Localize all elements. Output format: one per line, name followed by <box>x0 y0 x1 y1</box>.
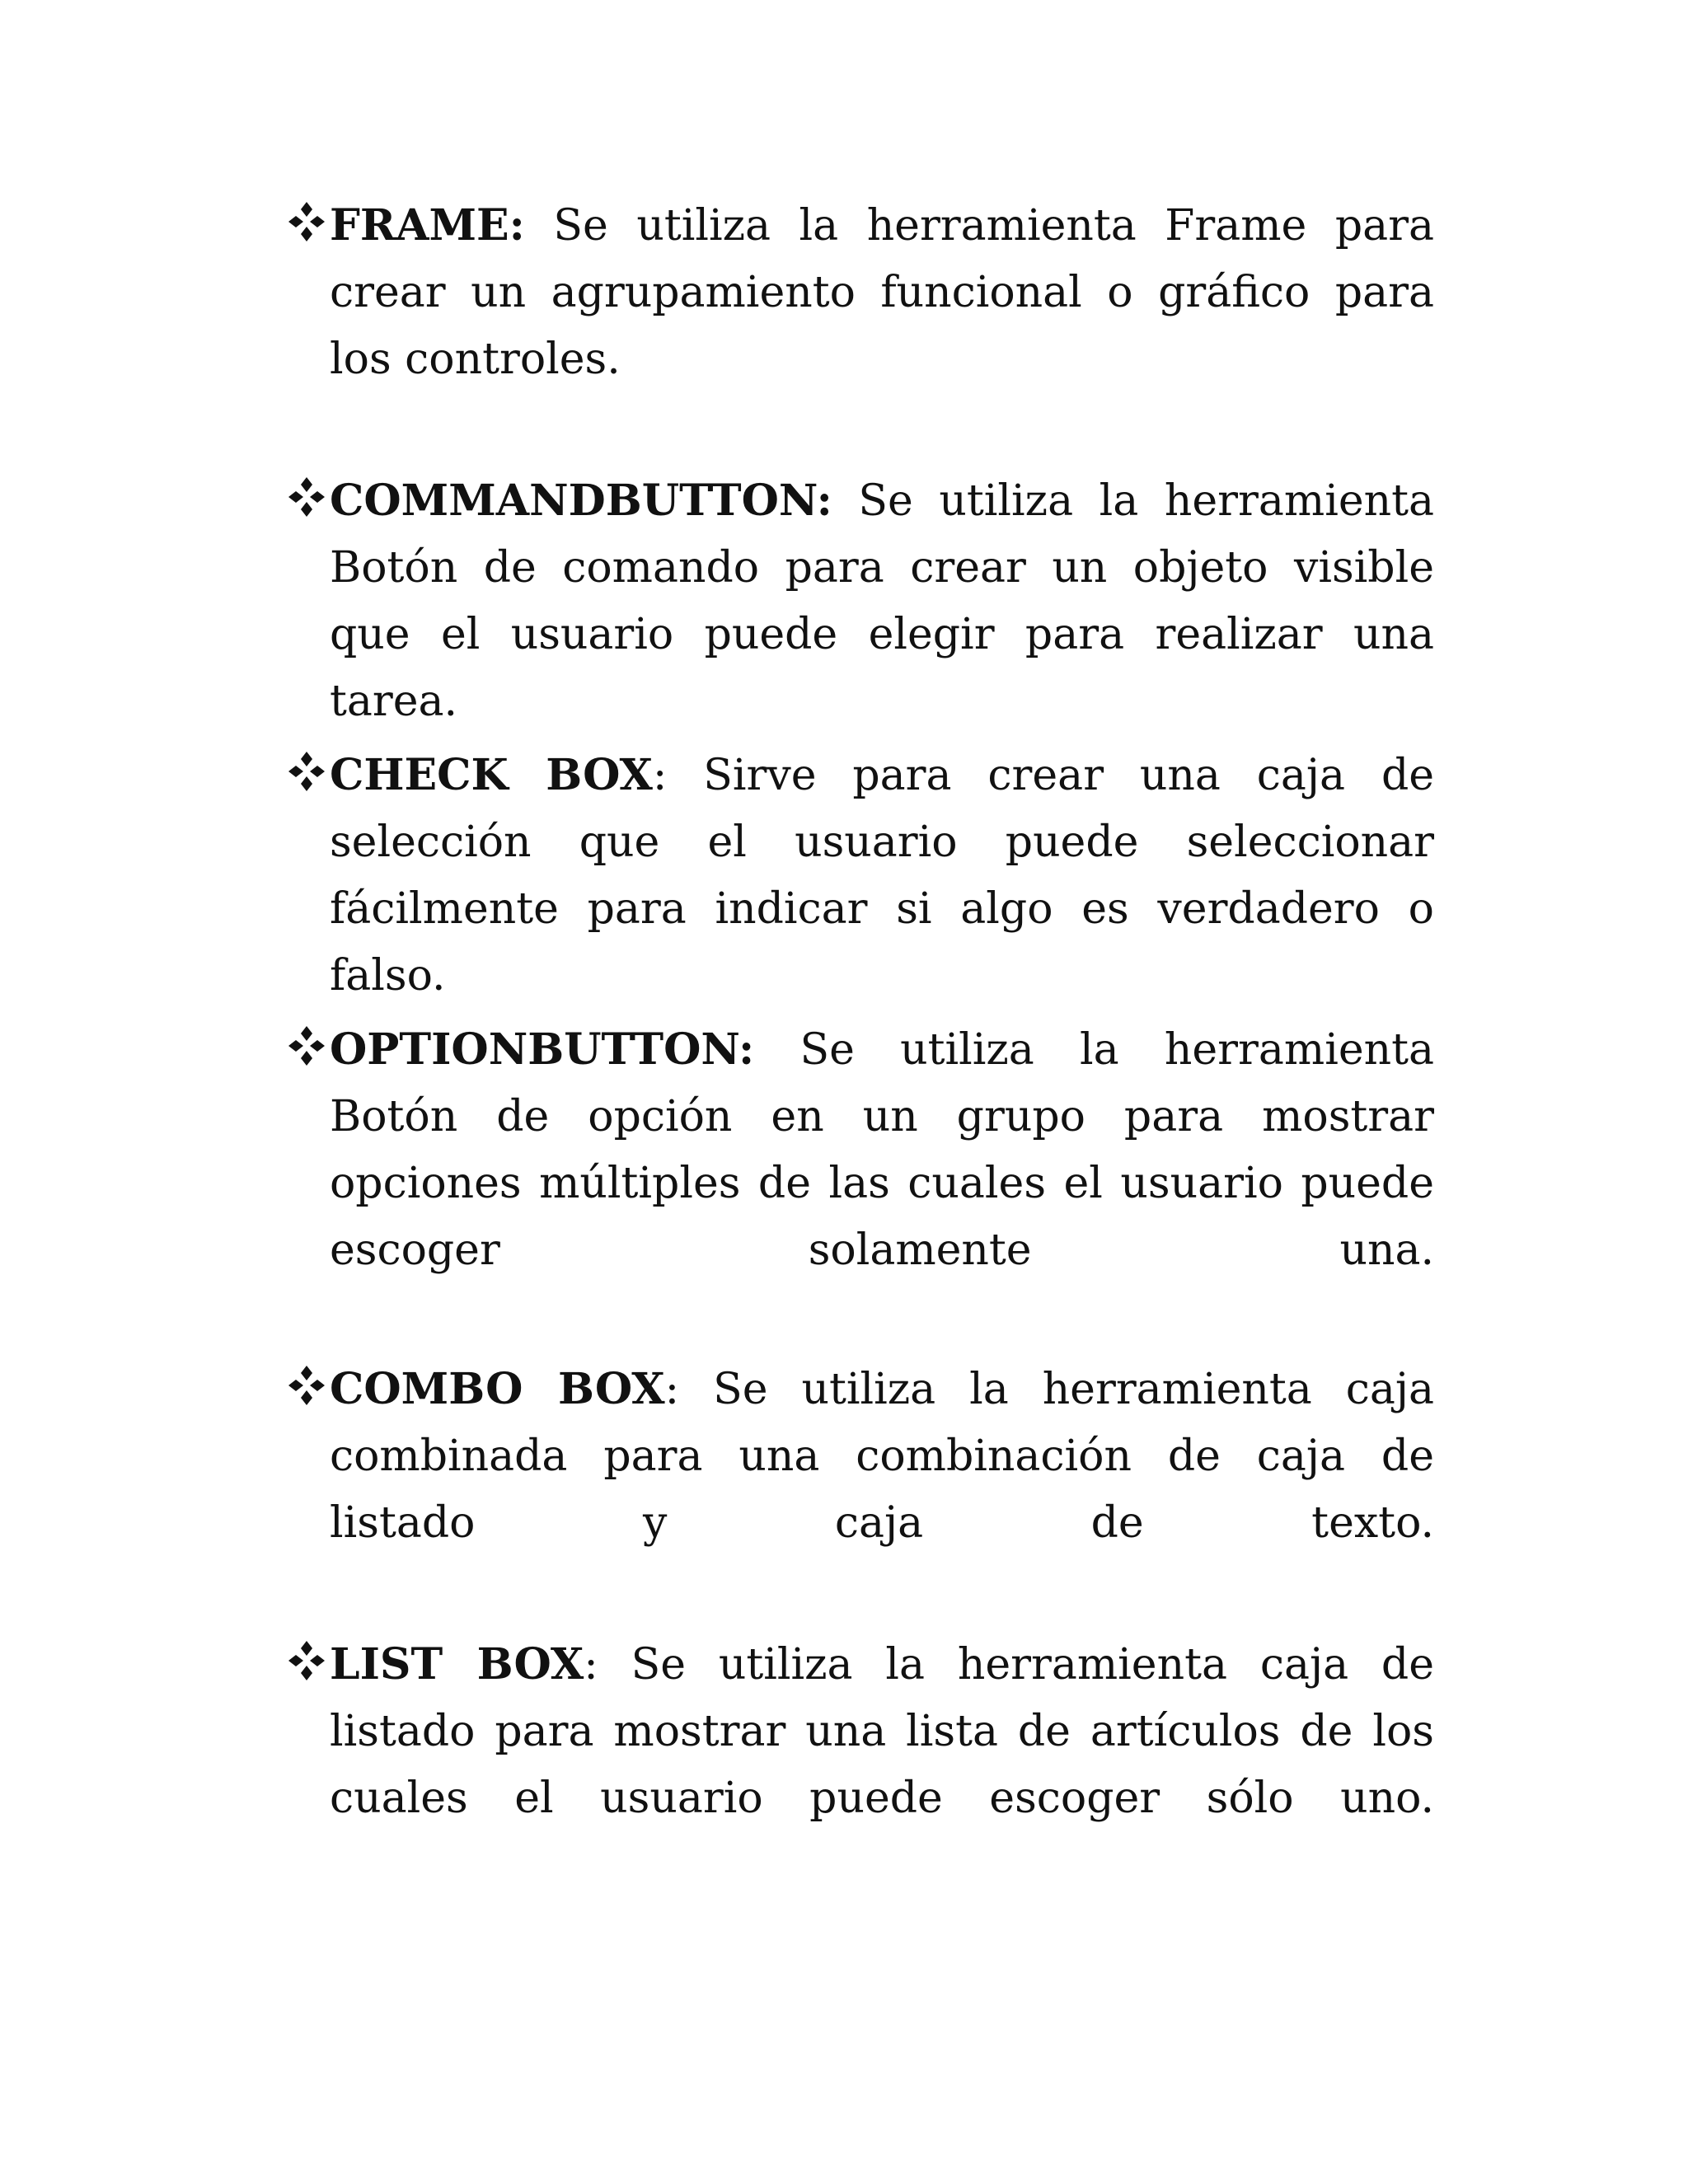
entry-list-box <box>284 1631 1434 1832</box>
entry-description: : Se utiliza la herramienta caja de listado para mostrar una lista de artículos de los cuales el usuario puede escoger sólo uno. <box>330 1640 1434 1823</box>
entry-term: COMBO BOX <box>330 1364 665 1414</box>
entry-paragraph <box>284 192 1434 393</box>
entry-check-box <box>284 742 1434 1010</box>
entry-term: FRAME: <box>330 200 525 251</box>
entry-commandbutton <box>284 467 1434 735</box>
entry-paragraph <box>284 742 1434 1010</box>
four-diamond-bullet-icon <box>284 1023 330 1069</box>
four-diamond-bullet-icon <box>284 1362 330 1408</box>
entry-term: LIST BOX <box>330 1639 584 1690</box>
entry-optionbutton <box>284 1016 1434 1284</box>
entry-description: Se utiliza la herramienta Botón de opción en un grupo para mostrar opciones múltiples de las cuales el usuario puede escoger solamente una. <box>330 1025 1434 1275</box>
entry-description: : Sirve para crear una caja de selección que el usuario puede seleccionar fácilmente para indicar si algo es verdadero o falso. <box>330 751 1434 1001</box>
entry-term: OPTIONBUTTON: <box>330 1024 755 1075</box>
entry-combo-box <box>284 1356 1434 1557</box>
entry-description: Se utiliza la herramienta Botón de comando para crear un objeto visible que el usuario puede elegir para realizar una tarea. <box>330 476 1434 726</box>
four-diamond-bullet-icon <box>284 1638 330 1684</box>
four-diamond-bullet-icon <box>284 199 330 245</box>
entry-paragraph <box>284 467 1434 735</box>
entry-term: COMMANDBUTTON: <box>330 476 832 526</box>
entry-description: Se utiliza la herramienta Frame para crear un agrupamiento funcional o gráfico para los controles. <box>330 201 1434 384</box>
entry-paragraph <box>284 1356 1434 1557</box>
four-diamond-bullet-icon <box>284 748 330 794</box>
entry-paragraph <box>284 1016 1434 1284</box>
entry-frame <box>284 192 1434 393</box>
entry-paragraph <box>284 1631 1434 1832</box>
entry-term: CHECK BOX <box>330 750 653 800</box>
entry-description: : Se utiliza la herramienta caja combinada para una combinación de caja de listado y caja de texto. <box>330 1365 1434 1548</box>
four-diamond-bullet-icon <box>284 474 330 520</box>
